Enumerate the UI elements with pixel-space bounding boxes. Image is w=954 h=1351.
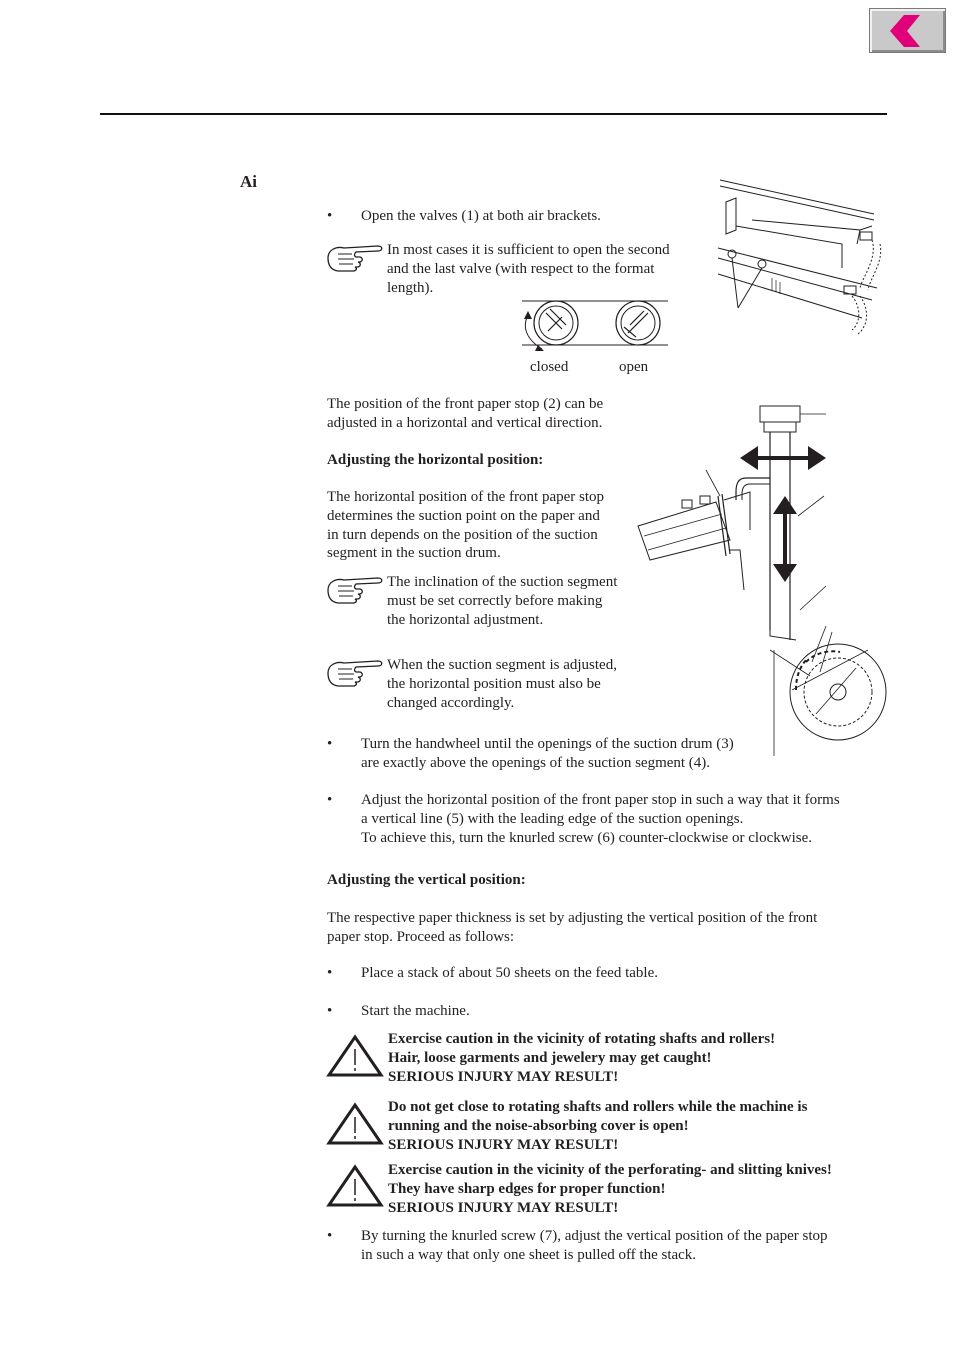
- note-suction-adjusted: When the suction segment is adjusted, the horizontal position must also be changed accordingly.: [387, 657, 617, 711]
- step-adjust-horizontal: Adjust the horizontal position of the front paper stop in such a way that it forms a vertical line (5) with the leading edge of the suction openings. To achieve this, turn the knurled screw (6) counter-clockwise or clockwise.: [361, 792, 840, 846]
- step-handwheel: Turn the handwheel until the openings of the suction drum (3) are exactly above the openings of the suction segment (4).: [361, 736, 734, 771]
- bullet: •: [327, 1228, 333, 1244]
- note-inclination: The inclination of the suction segment must be set correctly before making the horizontal adjustment.: [387, 574, 618, 628]
- bullet: •: [327, 792, 333, 808]
- warning-3: Exercise caution in the vicinity of the perforating- and slitting knives! They have sharp edges for proper function! SERIOUS INJURY MAY RESULT!: [388, 1162, 832, 1216]
- bullet: •: [327, 736, 333, 752]
- section-title: Ai: [240, 172, 257, 191]
- bullet: •: [327, 1003, 333, 1019]
- warning-triangle-icon: [327, 1165, 383, 1207]
- heading-vertical: Adjusting the vertical position:: [327, 872, 526, 888]
- paper-stop-intro: The position of the front paper stop (2) can be adjusted in a horizontal and vertical direction.: [327, 396, 604, 431]
- vertical-description: The respective paper thickness is set by adjusting the vertical position of the front paper stop. Proceed as follows:: [327, 910, 818, 945]
- warning-triangle-icon: [327, 1035, 383, 1077]
- bullet: •: [327, 965, 333, 981]
- note-valves: In most cases it is sufficient to open the second and the last valve (with respect to the format length).: [387, 242, 670, 296]
- step-stack: Place a stack of about 50 sheets on the feed table.: [361, 965, 658, 981]
- warning-triangle-icon: [327, 1103, 383, 1145]
- pointing-hand-icon: [326, 657, 386, 687]
- header-rule: [100, 113, 887, 115]
- bullet: •: [327, 208, 333, 224]
- chevron-left-icon: [870, 9, 945, 52]
- step-knurled-screw: By turning the knurled screw (7), adjust the vertical position of the paper stop in such a way that only one sheet is pulled off the stack.: [361, 1228, 828, 1263]
- back-button[interactable]: [869, 8, 946, 53]
- air-bracket-illustration: [712, 178, 887, 338]
- valve-label-open: open: [619, 359, 649, 375]
- valve-diagram: [518, 297, 678, 357]
- warning-2: Do not get close to rotating shafts and rollers while the machine is running and the noise-absorbing cover is open! SERIOUS INJURY MAY RESULT!: [388, 1099, 808, 1153]
- valve-label-closed: closed: [530, 359, 569, 375]
- pointing-hand-icon: [326, 574, 386, 604]
- paper-stop-illustration: [620, 400, 890, 760]
- step-start: Start the machine.: [361, 1003, 470, 1019]
- step-open-valves: Open the valves (1) at both air brackets.: [361, 208, 601, 224]
- horizontal-description: The horizontal position of the front paper stop determines the suction point on the paper and in turn depends on the position of the suction segment in the suction drum.: [327, 489, 605, 562]
- warning-1: Exercise caution in the vicinity of rotating shafts and rollers! Hair, loose garments and jewelery may get caught! SERIOUS INJURY MAY RESULT!: [388, 1031, 776, 1085]
- heading-horizontal: Adjusting the horizontal position:: [327, 452, 544, 468]
- pointing-hand-icon: [326, 242, 386, 272]
